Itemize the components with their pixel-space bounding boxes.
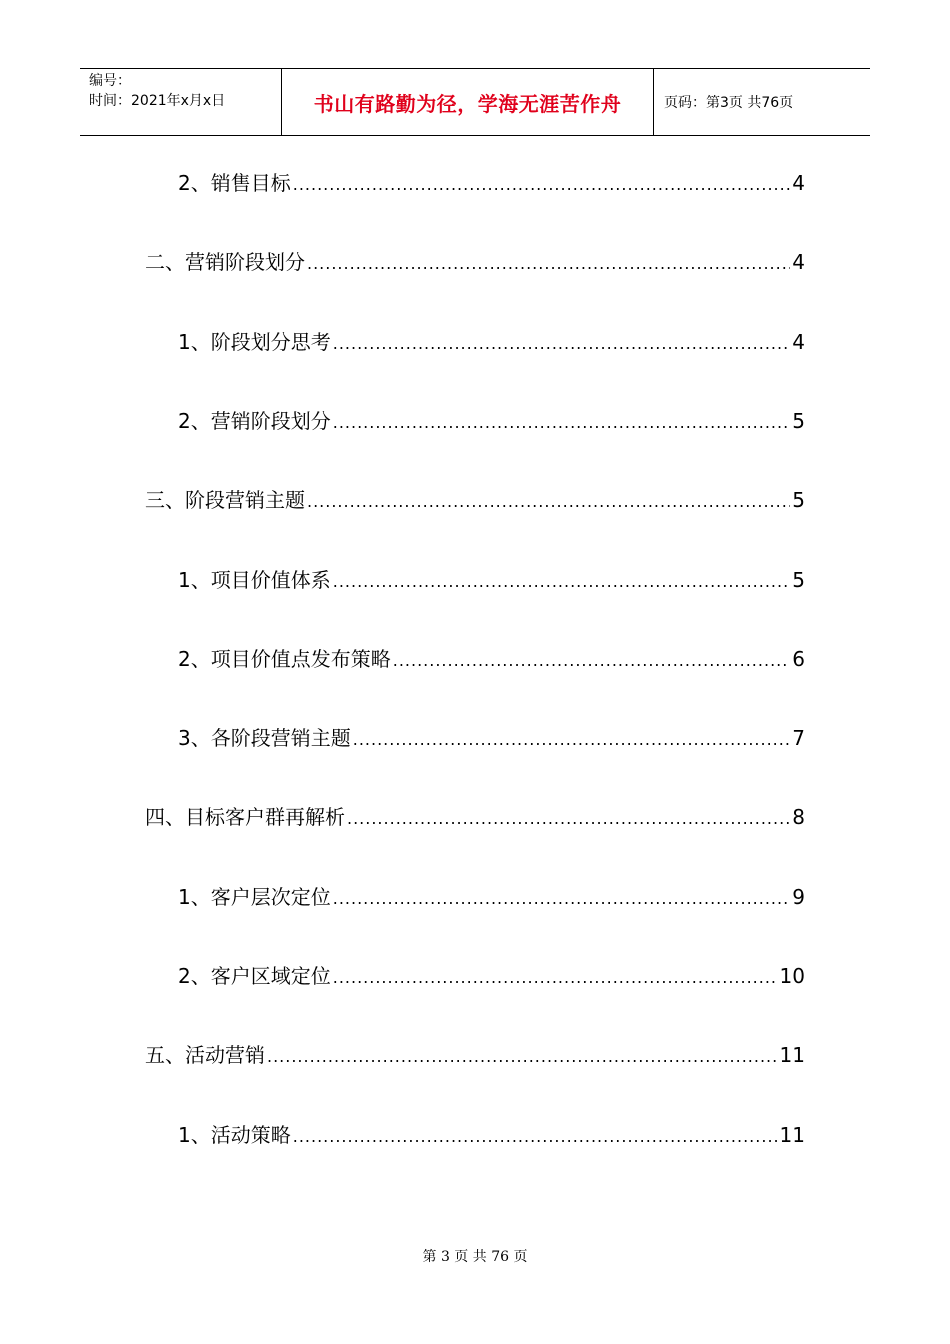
toc-entry-page: 11 <box>779 1122 805 1147</box>
header-page-cell <box>654 69 870 135</box>
time-label: 时间：2021年x月x日 <box>89 93 226 109</box>
toc-entry[interactable] <box>178 565 805 595</box>
toc-entry[interactable] <box>145 247 805 277</box>
toc-entry-title: 2、项目价值点发布策略 <box>178 646 391 671</box>
toc-entry-title: 1、阶段划分思考 <box>178 329 331 354</box>
toc-entry-page: 5 <box>792 488 805 513</box>
toc-leader-dots <box>267 1042 778 1072</box>
toc-leader-dots <box>333 963 778 993</box>
toc-entry[interactable] <box>178 882 805 912</box>
header-motto-cell <box>282 69 654 135</box>
toc-entry-page: 4 <box>792 250 805 275</box>
toc-entry[interactable] <box>145 1040 805 1070</box>
toc-entry-title: 三、阶段营销主题 <box>145 488 305 513</box>
toc-entry[interactable] <box>178 644 805 674</box>
toc-entry[interactable] <box>178 406 805 436</box>
toc-leader-dots <box>333 884 791 914</box>
toc-entry-title: 1、活动策略 <box>178 1122 291 1147</box>
page-info: 页码：第3页 共76页 <box>664 95 794 111</box>
toc-entry-title: 2、销售目标 <box>178 171 291 195</box>
toc-leader-dots <box>293 170 791 200</box>
toc-entry-page: 4 <box>792 329 805 354</box>
toc-entry-page: 4 <box>792 171 805 195</box>
toc-leader-dots <box>307 487 790 517</box>
toc-entry-page: 5 <box>792 408 805 433</box>
toc-entry-title: 3、各阶段营销主题 <box>178 726 351 751</box>
toc-entry-title: 四、目标客户群再解析 <box>145 805 345 830</box>
toc-entry[interactable] <box>178 723 805 753</box>
toc-entry[interactable] <box>145 485 805 515</box>
toc-entry-title: 五、活动营销 <box>145 1043 265 1068</box>
toc-entry[interactable] <box>178 1120 805 1150</box>
toc-entry-title: 1、客户层次定位 <box>178 884 331 909</box>
toc-entry-page: 6 <box>792 646 805 671</box>
toc-entry-page: 7 <box>792 726 805 751</box>
toc-entry-page: 9 <box>792 884 805 909</box>
serial-label: 编号： <box>89 73 131 89</box>
toc-entry[interactable] <box>178 961 805 991</box>
toc-entry-page: 5 <box>792 567 805 592</box>
header-meta-cell <box>80 69 282 135</box>
toc-entry-title: 二、营销阶段划分 <box>145 250 305 275</box>
toc-entry-title: 1、项目价值体系 <box>178 567 331 592</box>
page-footer: 第 3 页 共 76 页 <box>422 1249 528 1265</box>
toc-entry[interactable] <box>178 327 805 357</box>
page-header <box>80 68 870 136</box>
toc-leader-dots <box>293 1122 778 1152</box>
toc-entry-page: 10 <box>779 964 805 988</box>
toc-entry-page: 11 <box>779 1043 805 1068</box>
toc-leader-dots <box>333 567 791 597</box>
toc-entry[interactable] <box>145 802 805 832</box>
toc-leader-dots <box>347 804 790 834</box>
toc-leader-dots <box>333 408 791 438</box>
toc-entry-title: 2、客户区域定位 <box>178 964 331 988</box>
toc-leader-dots <box>333 329 791 359</box>
toc-leader-dots <box>353 725 791 755</box>
toc-leader-dots <box>393 646 791 676</box>
toc-leader-dots <box>307 249 790 279</box>
motto-text: 书山有路勤为径，学海无涯苦作舟 <box>313 91 622 116</box>
toc-entry[interactable] <box>178 168 805 198</box>
toc-entry-title: 2、营销阶段划分 <box>178 408 331 433</box>
toc-entry-page: 8 <box>792 805 805 830</box>
